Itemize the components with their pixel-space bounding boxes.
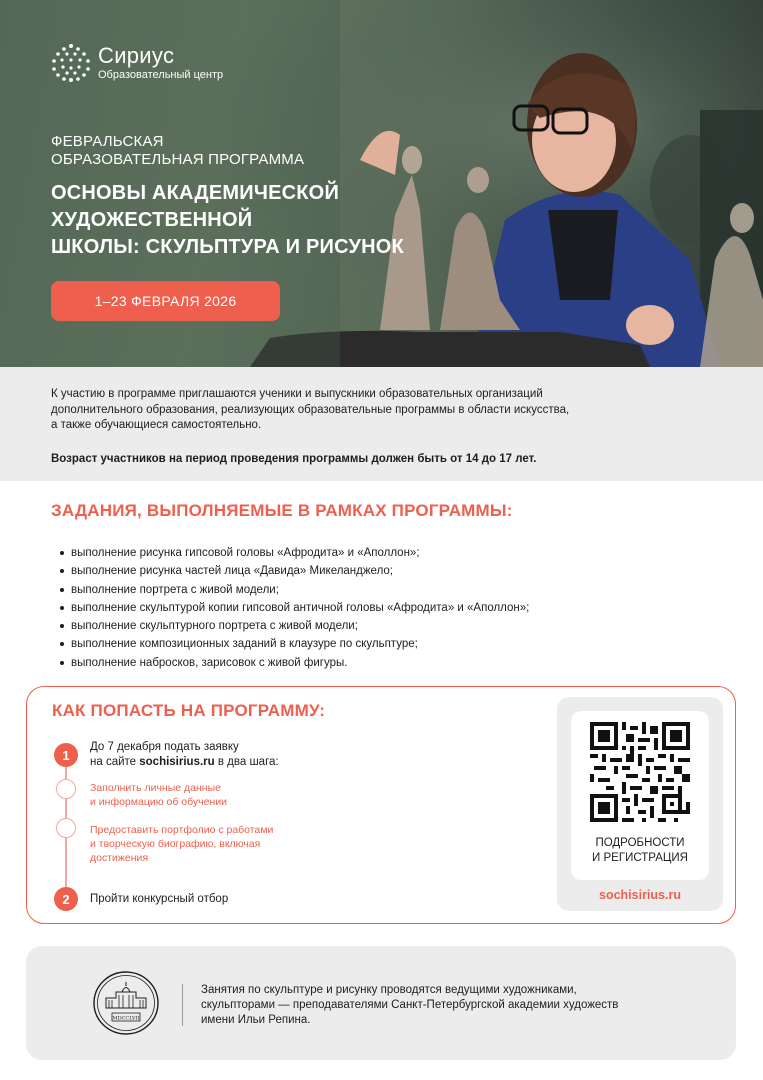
list-item: выполнение портрета с живой модели; [60, 581, 529, 599]
footer-divider [182, 984, 183, 1026]
title-line-2: ХУДОЖЕСТВЕННОЙ [51, 209, 253, 231]
step-2-badge: 2 [54, 887, 78, 911]
qr-caption-line-2: И РЕГИСТРАЦИЯ [592, 852, 688, 864]
step-2-text: Пройти конкурсный отбор [90, 893, 229, 905]
sirius-logo-icon [50, 42, 92, 84]
substep-2-line-3: достижения [90, 852, 149, 864]
kicker-line-1: ФЕВРАЛЬСКАЯ [51, 133, 164, 150]
footer-line-1: Занятия по скульптуре и рисунку проводятся ведущими художниками, [201, 984, 577, 996]
intro-line-1: К участию в программе приглашаются ученики и выпускники образовательных организаций [51, 388, 543, 400]
website-link[interactable]: sochisirius.ru [139, 756, 215, 768]
qr-caption [571, 836, 709, 866]
substep-2-line-1: Предоставить портфолио с работами [90, 824, 274, 836]
qr-panel [557, 697, 723, 911]
step-1-text [90, 740, 279, 770]
logo-subtitle: Образовательный центр [98, 68, 224, 81]
qr-caption-line-1: ПОДРОБНОСТИ [595, 837, 685, 849]
age-requirement: Возраст участников на период проведения программы должен быть от 14 до 17 лет. [51, 452, 537, 465]
list-item: выполнение скульптурой копии гипсовой античной головы «Афродита» и «Аполлон»; [60, 599, 529, 617]
intro-section [0, 367, 763, 481]
tasks-heading: ЗАДАНИЯ, ВЫПОЛНЯЕМЫЕ В РАМКАХ ПРОГРАММЫ: [51, 501, 513, 520]
footer-section [26, 946, 736, 1060]
tasks-list [60, 544, 529, 672]
program-kicker [51, 133, 304, 169]
qr-card[interactable] [571, 711, 709, 880]
step-1-prefix: на сайте [90, 756, 140, 768]
hero-banner [0, 0, 763, 367]
program-title [51, 180, 411, 261]
logo-name: Сириус [98, 42, 175, 68]
qr-code-icon[interactable] [590, 722, 690, 822]
intro-text [51, 387, 641, 434]
seal-text: MDCCLVII [112, 1015, 140, 1022]
sirius-logo [50, 42, 223, 84]
list-item: выполнение рисунка гипсовой головы «Афродита» и «Аполлон»; [60, 544, 529, 562]
list-item: выполнение набросков, зарисовок с живой фигуры. [60, 654, 529, 672]
substep-1-dot [56, 779, 76, 799]
how-to-heading: КАК ПОПАСТЬ НА ПРОГРАММУ: [52, 701, 326, 720]
substep-1-line-2: и информацию об обучении [90, 796, 227, 808]
program-dates-badge: 1–23 ФЕВРАЛЯ 2026 [51, 281, 280, 321]
step-1-line-1: До 7 декабря подать заявку [90, 741, 239, 753]
footer-line-3: имени Ильи Репина. [201, 1014, 311, 1026]
footer-line-2: скульпторами — преподавателями Санкт-Петербургской академии художеств [201, 999, 619, 1011]
step-1-line-2 [90, 755, 279, 770]
step-1-suffix: в два шага: [214, 756, 279, 768]
list-item: выполнение композиционных заданий в клаузуре по скульптуре; [60, 635, 529, 653]
academy-seal-icon [92, 970, 160, 1036]
substep-2-dot [56, 818, 76, 838]
intro-line-3: а также обучающиеся самостоятельно. [51, 419, 262, 431]
title-line-1: ОСНОВЫ АКАДЕМИЧЕСКОЙ [51, 182, 340, 204]
kicker-line-2: ОБРАЗОВАТЕЛЬНАЯ ПРОГРАММА [51, 151, 305, 168]
substep-2-line-2: и творческую биографию, включая [90, 838, 261, 850]
list-item: выполнение рисунка частей лица «Давида» Микеланджело; [60, 562, 529, 580]
step-1-badge: 1 [54, 743, 78, 767]
how-to-apply-section [26, 686, 736, 924]
substep-1-text [90, 781, 330, 809]
list-item: выполнение скульптурного портрета с живой модели; [60, 617, 529, 635]
title-line-3: ШКОЛЫ: СКУЛЬПТУРА И РИСУНОК [51, 236, 404, 258]
intro-line-2: дополнительного образования, реализующих образовательные программы в области искусства, [51, 403, 570, 416]
sirius-logo-text [98, 42, 224, 82]
registration-link[interactable]: sochisirius.ru [599, 888, 681, 902]
substep-2-text [90, 823, 330, 865]
footer-text [201, 983, 701, 1028]
substep-1-line-1: Заполнить личные данные [90, 782, 221, 794]
